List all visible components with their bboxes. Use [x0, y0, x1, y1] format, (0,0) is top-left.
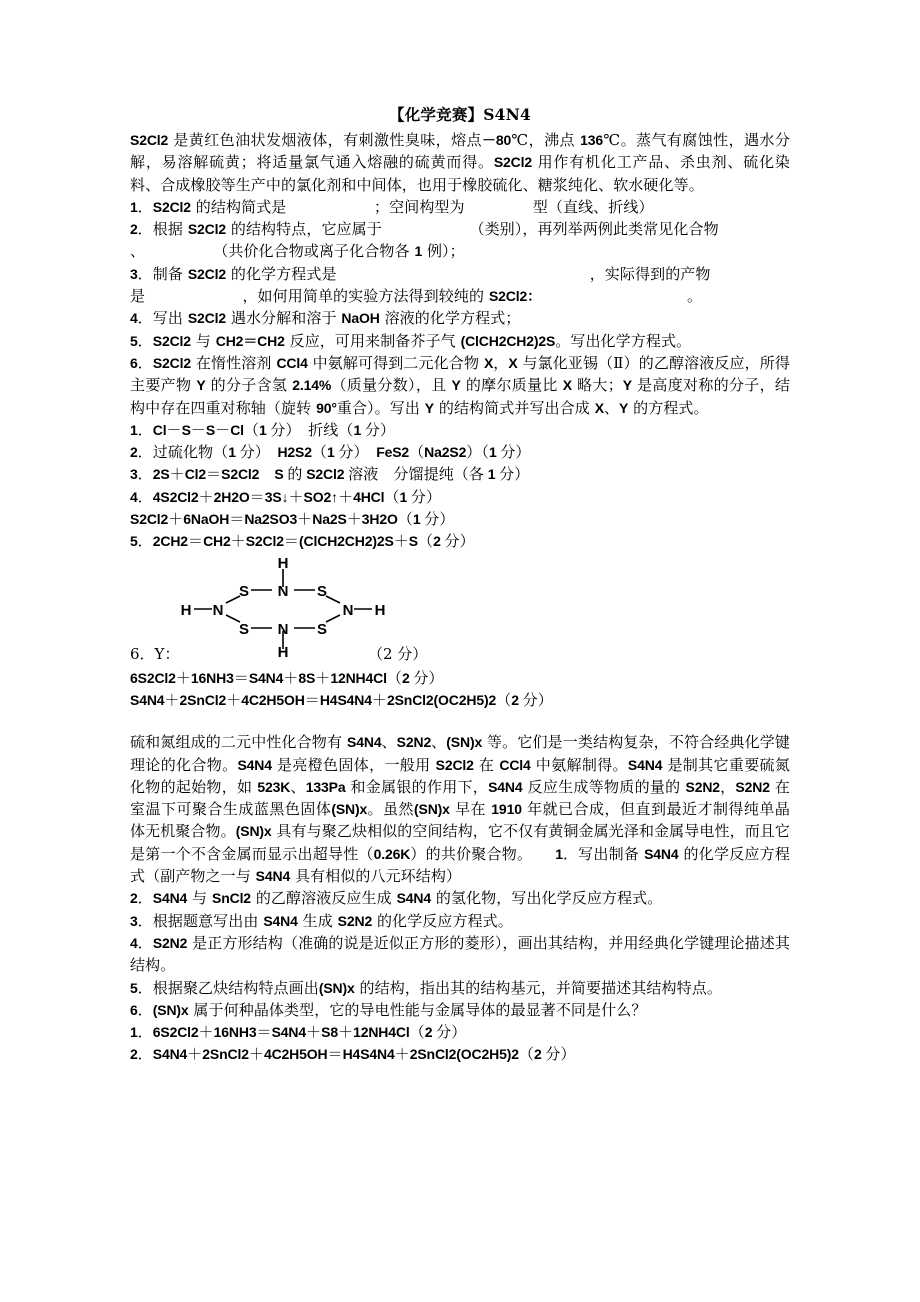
section1-intro-paragraph: S2Cl2 是黄红色油状发烟液体，有刺激性臭味，熔点－80℃，沸点 136℃。蒸气有腐蚀性，遇水分解，易溶解硫黄；将适量氯气通入熔融的硫黄而得。S2Cl2 用作有机化工产品、杀虫剂、硫化染料、合成橡胶等生产中的氯化剂和中间体，也用于橡胶硫化、糖浆纯化、软水硬化等。	[130, 131, 790, 194]
atom-s-top-left: S	[238, 582, 250, 600]
chemical-formula: S2Cl2	[152, 198, 191, 215]
cjk-run: ＝	[206, 465, 222, 484]
chemical-formula: S2Cl2	[130, 132, 169, 148]
atom-s-bottom-right: S	[316, 620, 328, 638]
chemical-formula: S4N4	[152, 890, 188, 907]
cjk-run: （	[243, 420, 259, 439]
section1-question-6: 6．S2Cl2 在惰性溶剂 CCl4 中氨解可得到二元化合物 X，X 与氯化亚锡（Ⅱ）的乙醇溶液反应，所得主要产物 Y 的分子含氢 2.14%（质量分数），且 Y 的摩尔质量比 X 略大；Y 是高度对称的分子，结构中存在四重对称轴（旋转 90°重合）。写出 Y 的结构简式并写出合成 X、Y 的方程式。	[130, 353, 790, 417]
section2-answer-1: 1．6S2Cl2＋16NH3＝S4N4＋S8＋12NH4Cl（2 分）	[130, 1023, 467, 1042]
chemical-formula: S4N4	[488, 778, 523, 795]
cjk-run: （	[409, 1023, 425, 1042]
cjk-run: ＝	[233, 668, 249, 687]
chemical-formula: Y	[451, 377, 461, 394]
cjk-run: 分）	[522, 690, 553, 709]
cjk-run: ．过硫化物（	[137, 443, 229, 462]
cjk-run: （	[397, 510, 413, 529]
cjk-run: ．	[137, 532, 153, 551]
cjk-run: ＋	[371, 690, 387, 709]
cjk-run: 溶液 分馏提纯（各	[348, 465, 485, 484]
section1-answer-4: 4．4S2Cl2＋2H2O＝3S↓＋SO2↑＋4HCl（1 分）	[130, 487, 442, 506]
chemical-formula: S4N4	[255, 868, 291, 885]
atom-s-bottom-left: S	[238, 620, 250, 638]
chemical-formula: S2Cl2	[187, 310, 226, 327]
chemical-formula: 1	[414, 243, 423, 260]
section1-answer-equation-1: 6S2Cl2＋16NH3＝S4N4＋8S＋12NH4Cl（2 分）	[130, 668, 444, 687]
chemical-formula: (SN)x	[446, 734, 483, 751]
chemical-formula: Y	[196, 377, 206, 394]
section1-answer-4-cont: S2Cl2＋6NaOH＝Na2SO3＋Na2S＋3H2O（1 分）	[130, 510, 455, 529]
section1-answer-equation-2: S4N4＋2SnCl2＋4C2H5OH＝H4S4N4＋2SnCl2(OC2H5)2（2 分）	[130, 690, 553, 709]
cjk-run: ＋	[394, 1045, 410, 1064]
cjk-run: ＝	[304, 690, 320, 709]
cjk-run: （	[409, 443, 425, 462]
cjk-run: ＋	[346, 510, 362, 529]
chemical-formula: Y	[622, 377, 632, 394]
cjk-run: ．	[137, 465, 153, 484]
chemical-formula: 2	[130, 890, 138, 907]
chemical-formula: (SN)x	[152, 1001, 189, 1018]
cjk-run: （	[311, 443, 327, 462]
section1-answer-3: 3．2S＋Cl2＝S2Cl2 S 的 S2Cl2 溶液 分馏提纯（各 1 分）	[130, 465, 530, 484]
chemical-formula: S2N2	[735, 778, 770, 795]
chemical-formula: X	[562, 377, 572, 394]
chemical-formula: (SN)x	[235, 823, 272, 840]
chemical-formula: CCl4	[276, 354, 308, 371]
chemical-formula: 6	[130, 354, 138, 371]
section2-question-3: 3．根据题意写出由 S4N4 生成 S2N2 的化学反应方程式。	[130, 911, 513, 930]
page-title: 【化学竞赛】S4N4	[389, 105, 531, 124]
cjk-run: （	[418, 532, 434, 551]
chemical-formula: X	[483, 354, 494, 371]
chemical-formula: (ClCH2CH2)2S	[460, 332, 556, 349]
chemical-formula: Y	[424, 399, 434, 416]
answer-6-score: （2 分）	[368, 644, 428, 663]
chemical-formula: Y	[619, 399, 629, 416]
section1-answer-5: 5．2CH2＝CH2＋S2Cl2＝(ClCH2CH2)2S＋S（2 分）	[130, 532, 475, 551]
cjk-run: ＋	[297, 510, 313, 529]
cjk-run: 分）	[410, 487, 442, 506]
cjk-run: （	[496, 690, 512, 709]
chemical-formula: S2Cl2	[435, 756, 474, 773]
cjk-run: －	[215, 420, 231, 439]
s4n4h4-ring-structure-diagram	[168, 555, 398, 663]
cjk-run: ＋	[175, 668, 191, 687]
cjk-run: ＋	[248, 1045, 264, 1064]
atom-h-bottom: H	[277, 643, 289, 661]
chemical-formula: S4N4	[644, 845, 679, 862]
chemical-formula: (SN)x	[331, 801, 368, 818]
cjk-run: －	[190, 420, 206, 439]
chemical-formula: S2Cl2	[187, 265, 226, 282]
chemical-formula: 2	[130, 221, 138, 238]
atom-h-right: H	[374, 601, 386, 619]
cjk-run: ．	[137, 487, 153, 506]
chemical-formula: 5	[130, 332, 138, 349]
cjk-run: ＋	[315, 668, 331, 687]
chemical-formula: 6	[130, 1001, 138, 1018]
chemical-formula: X	[508, 354, 518, 371]
cjk-run: ＝	[283, 532, 300, 551]
chemical-formula: S4N4	[263, 912, 298, 929]
cjk-run: ＋	[226, 690, 242, 709]
chemical-formula: S2N2	[337, 912, 373, 929]
cjk-run: ＋	[337, 487, 354, 506]
cjk-run: ＋	[288, 487, 304, 506]
cjk-run: ．	[137, 420, 153, 439]
cjk-run: ＋	[393, 532, 409, 551]
cjk-run: ＋	[306, 1023, 322, 1042]
chemical-formula: 1910	[491, 801, 522, 818]
section1-question-4: 4．写出 S2Cl2 遇水分解和溶于 NaOH 溶液的化学方程式；	[130, 309, 521, 328]
cjk-run: ＝	[327, 1045, 343, 1064]
chemical-formula: S2N2	[685, 778, 720, 795]
chemical-formula: X	[594, 399, 604, 416]
cjk-run: ＋	[168, 510, 184, 529]
cjk-run: 分）	[444, 532, 475, 551]
atom-n-top: N	[277, 582, 289, 600]
section1-question-3: 3．制备 S2Cl2 的化学方程式是 ，实际得到的产物	[130, 264, 711, 283]
cjk-run: ＋	[198, 1023, 214, 1042]
chemical-formula: S2N2	[152, 934, 188, 951]
chemical-formula: CH2＝CH2	[215, 332, 285, 349]
cjk-run: ＋	[164, 690, 180, 709]
cjk-run: （	[386, 668, 402, 687]
cjk-run: ＝	[256, 1023, 272, 1042]
cjk-run: ．	[137, 1045, 153, 1064]
chemical-formula: S2Cl2	[187, 221, 226, 238]
chemical-formula: 5	[130, 979, 138, 996]
cjk-run: ＋	[230, 532, 246, 551]
cjk-run: ＋	[283, 668, 299, 687]
chemical-formula: (SN)x	[414, 801, 450, 818]
atom-h-left: H	[180, 601, 192, 619]
cjk-run: ＝	[249, 487, 265, 506]
cjk-run: 分）	[545, 1045, 576, 1064]
chemical-formula: 2.14%	[292, 377, 332, 394]
atom-n-bottom: N	[277, 620, 289, 638]
cjk-run: ＋	[187, 1045, 203, 1064]
chemical-formula: S2Cl2：	[488, 288, 541, 305]
section2-intro-paragraph: 硫和氮组成的二元中性化合物有 S4N4、S2N2、(SN)x 等。它们是一类结构复杂，不符合经典化学键理论的化合物。S4N4 是亮橙色固体，一般用 S2Cl2 在 CCl4 中氨解制得。S4N4 是制其它重要硫氮化物的起始物，如 523K、133Pa 和金属银的作用下，S4N4 反应生成等物质的量的 S2N2，S2N2 在室温下可聚合生成蓝黑色固体(SN)x。虽然(SN)x 早在 1910 年就已合成，但直到最近才制得纯单晶体无机聚合物。(SN)x 具有与聚乙炔相似的空间结构，它不仅有黄铜金属光泽和金属导电性，而且它是第一个不含金属而显示出超导性（0.26K）的共价聚合物。 1．写出制备 S4N4 的化学反应方程式（副产物之一与 S4N4 具有相似的八元环结构）	[130, 733, 791, 886]
cjk-run: 分） 折线（	[270, 420, 354, 439]
chemical-formula: SnCl2	[212, 890, 251, 907]
chemical-formula: CCl4	[499, 756, 531, 773]
cjk-run: 分）	[364, 420, 396, 439]
cjk-run: 分）	[239, 443, 278, 462]
cjk-run: ）（	[466, 443, 489, 462]
section2-question-4: 4．S2N2 是正方形结构（准确的说是近似正方形的菱形），画出其结构，并用经典化学键理论描述其结构。	[130, 933, 790, 975]
atom-n-right: N	[342, 601, 354, 619]
chemical-formula: S2Cl2	[493, 154, 533, 171]
chemical-formula: (SN)x	[318, 979, 355, 996]
cjk-run: ＋	[169, 465, 185, 484]
section1-answer-2: 2．过硫化物（1 分） H2S2（1 分） FeS2（Na2S2）（1 分）	[130, 443, 531, 462]
cjk-run: 的	[287, 465, 303, 484]
answer-6-label: 6．Y：	[130, 644, 180, 663]
atom-h-top: H	[277, 554, 289, 572]
section-divider-space	[130, 711, 790, 731]
chemical-formula: 523K	[257, 778, 291, 795]
section2-answer-2: 2．S4N4＋2SnCl2＋4C2H5OH＝H4S4N4＋2SnCl2(OC2H5)2（2 分）	[130, 1045, 576, 1064]
chemical-formula: S4N4	[347, 734, 382, 751]
chemical-formula: 90°	[316, 399, 337, 416]
section1-question-3-cont: 是 ，如何用简单的实验方法得到较纯的 S2Cl2： 。	[130, 287, 703, 306]
chemical-formula: S2N2	[396, 734, 432, 751]
cjk-run: ＋	[198, 487, 214, 506]
section1-answer-1: 1．Cl－S－S－Cl（1 分） 折线（1 分）	[130, 420, 396, 439]
section1-question-2: 2．根据 S2Cl2 的结构特点，它应属于 （类别），再列举两例此类常见化合物	[130, 220, 719, 239]
chemical-formula: S2Cl2	[152, 332, 191, 349]
chemical-formula: －80	[481, 132, 512, 148]
chemical-formula: 4	[130, 310, 138, 327]
cjk-run: 分）	[499, 465, 530, 484]
chemical-formula: NaOH	[341, 310, 380, 327]
cjk-run: 分）	[436, 1023, 467, 1042]
section1-question-1: 1．S2Cl2 的结构简式是 ；空间构型为 型（直线、折线）	[130, 197, 654, 216]
cjk-run: －	[166, 420, 182, 439]
chemical-formula: 0.26K	[373, 845, 411, 862]
cjk-run: 分）	[338, 443, 377, 462]
chemical-formula: 136	[580, 132, 604, 148]
section2-question-2: 2．S4N4 与 SnCl2 的乙醇溶液反应生成 S4N4 的氢化物，写出化学反应方程式。	[130, 889, 663, 908]
chemical-formula: S4N4	[237, 756, 272, 773]
cjk-run: （	[518, 1045, 534, 1064]
cjk-run: （	[384, 487, 400, 506]
cjk-run: 分）	[500, 443, 531, 462]
chemical-formula: 1	[555, 845, 563, 862]
section2-question-6: 6．(SN)x 属于何种晶体类型，它的导电性能与金属导体的最显著不同是什么？	[130, 1000, 647, 1019]
atom-n-left: N	[212, 601, 224, 619]
chemical-formula: S2Cl2	[152, 354, 191, 371]
chemical-formula: S4N4	[627, 756, 663, 773]
cjk-run: 分）	[424, 510, 455, 529]
chemical-formula: S4N4	[396, 890, 432, 907]
chemical-formula: 133Pa	[305, 778, 346, 795]
section2-question-5: 5．根据聚乙炔结构特点画出(SN)x 的结构，指出其的结构基元，并简要描述其结构特点。	[130, 978, 722, 997]
section1-question-2-cont: 、 （共价化合物或离子化合物各 1 例）；	[130, 242, 465, 261]
atom-s-top-right: S	[316, 582, 328, 600]
section1-answer-6	[130, 555, 790, 667]
chemical-formula: 3	[130, 265, 138, 282]
section1-question-5: 5．S2Cl2 与 CH2＝CH2 反应，可用来制备芥子气 (ClCH2CH2)2S。写出化学方程式。	[130, 331, 692, 350]
cjk-run: ．	[137, 1023, 153, 1042]
cjk-run: 分）	[413, 668, 444, 687]
chemical-formula: 4	[130, 934, 138, 951]
cjk-run	[259, 465, 274, 483]
chemical-formula: 1	[130, 198, 138, 215]
chemical-formula: 3	[130, 912, 138, 929]
cjk-run: ＝	[229, 510, 245, 529]
cjk-run: ＋	[337, 1023, 354, 1042]
cjk-run: ＝	[187, 532, 204, 551]
